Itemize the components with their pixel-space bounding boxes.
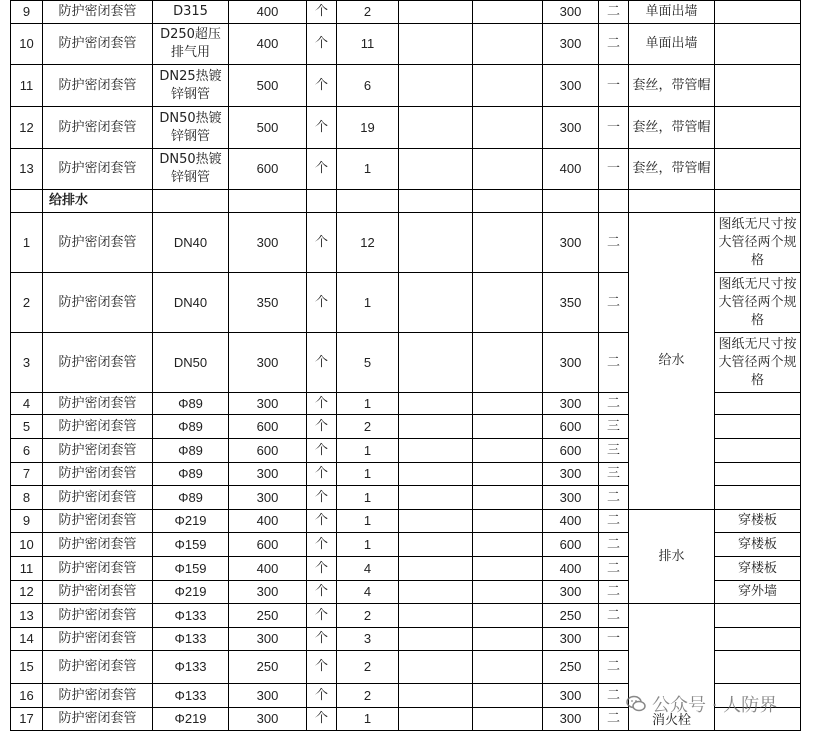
empty-cell xyxy=(11,190,43,213)
item-name: 防护密闭套管 xyxy=(43,708,153,731)
item-unit: 个 xyxy=(307,651,337,684)
item-dimension: 300 xyxy=(543,684,599,708)
empty-cell xyxy=(473,628,543,651)
item-quantity: 1 xyxy=(337,463,399,486)
item-unit: 个 xyxy=(307,1,337,24)
empty-cell xyxy=(399,273,473,333)
item-name: 防护密闭套管 xyxy=(43,486,153,510)
empty-cell xyxy=(399,24,473,65)
item-unit: 个 xyxy=(307,213,337,273)
item-spec: Φ133 xyxy=(153,651,229,684)
item-length: 300 xyxy=(229,393,307,415)
item-spec: Φ159 xyxy=(153,533,229,557)
item-quantity: 4 xyxy=(337,557,399,581)
item-dimension: 350 xyxy=(543,273,599,333)
item-length: 600 xyxy=(229,533,307,557)
row-number: 9 xyxy=(11,1,43,24)
item-remark: 图纸无尺寸按大管径两个规格 xyxy=(715,333,801,393)
item-level: 二 xyxy=(599,684,629,708)
empty-cell xyxy=(473,273,543,333)
empty-cell xyxy=(399,65,473,107)
item-remark: 穿楼板 xyxy=(715,510,801,533)
empty-cell xyxy=(473,393,543,415)
item-length: 400 xyxy=(229,1,307,24)
item-spec: Φ159 xyxy=(153,557,229,581)
item-length: 400 xyxy=(229,24,307,65)
item-name: 防护密闭套管 xyxy=(43,684,153,708)
empty-cell xyxy=(473,149,543,190)
item-quantity: 19 xyxy=(337,107,399,149)
row-number: 2 xyxy=(11,273,43,333)
empty-cell xyxy=(399,581,473,604)
empty-cell xyxy=(473,24,543,65)
item-level: 二 xyxy=(599,24,629,65)
table-row xyxy=(11,65,801,107)
item-remark xyxy=(715,1,801,24)
item-level: 二 xyxy=(599,557,629,581)
category-water-supply: 给水 xyxy=(629,213,715,510)
empty-cell xyxy=(229,190,307,213)
item-unit: 个 xyxy=(307,533,337,557)
item-remark xyxy=(715,463,801,486)
table-row xyxy=(11,1,801,24)
item-level: 二 xyxy=(599,581,629,604)
item-name: 防护密闭套管 xyxy=(43,581,153,604)
item-remark xyxy=(715,393,801,415)
table-row xyxy=(11,604,801,628)
item-length: 600 xyxy=(229,439,307,463)
item-length: 500 xyxy=(229,107,307,149)
item-spec: DN40 xyxy=(153,273,229,333)
item-note: 套丝，带管帽 xyxy=(629,149,715,190)
empty-cell xyxy=(473,486,543,510)
item-name: 防护密闭套管 xyxy=(43,24,153,65)
empty-cell xyxy=(399,333,473,393)
table-row xyxy=(11,213,801,273)
item-unit: 个 xyxy=(307,333,337,393)
item-dimension: 300 xyxy=(543,333,599,393)
item-unit: 个 xyxy=(307,24,337,65)
row-number: 6 xyxy=(11,439,43,463)
item-remark: 图纸无尺寸按大管径两个规格 xyxy=(715,273,801,333)
item-name: 防护密闭套管 xyxy=(43,510,153,533)
item-level: 一 xyxy=(599,107,629,149)
empty-cell xyxy=(629,190,715,213)
item-level: 一 xyxy=(599,65,629,107)
item-unit: 个 xyxy=(307,107,337,149)
item-spec: Φ219 xyxy=(153,510,229,533)
item-length: 400 xyxy=(229,557,307,581)
item-quantity: 1 xyxy=(337,510,399,533)
row-number: 8 xyxy=(11,486,43,510)
row-number: 4 xyxy=(11,393,43,415)
empty-cell xyxy=(153,190,229,213)
item-dimension: 300 xyxy=(543,393,599,415)
item-quantity: 12 xyxy=(337,213,399,273)
row-number: 13 xyxy=(11,604,43,628)
empty-cell xyxy=(473,439,543,463)
item-dimension: 400 xyxy=(543,557,599,581)
empty-cell xyxy=(473,557,543,581)
item-length: 300 xyxy=(229,628,307,651)
item-quantity: 5 xyxy=(337,333,399,393)
item-unit: 个 xyxy=(307,393,337,415)
row-number: 1 xyxy=(11,213,43,273)
item-level: 一 xyxy=(599,149,629,190)
item-quantity: 1 xyxy=(337,533,399,557)
item-remark xyxy=(715,107,801,149)
item-level: 三 xyxy=(599,415,629,439)
item-quantity: 2 xyxy=(337,415,399,439)
item-quantity: 2 xyxy=(337,1,399,24)
item-dimension: 300 xyxy=(543,1,599,24)
item-dimension: 600 xyxy=(543,533,599,557)
table-row xyxy=(11,190,801,213)
item-unit: 个 xyxy=(307,415,337,439)
item-spec: DN40 xyxy=(153,213,229,273)
item-spec: Φ89 xyxy=(153,393,229,415)
item-length: 300 xyxy=(229,684,307,708)
empty-cell xyxy=(473,190,543,213)
item-name: 防护密闭套管 xyxy=(43,107,153,149)
table-row xyxy=(11,24,801,65)
item-length: 300 xyxy=(229,486,307,510)
item-dimension: 300 xyxy=(543,628,599,651)
empty-cell xyxy=(473,213,543,273)
category-drainage: 排水 xyxy=(629,510,715,604)
item-spec: Φ133 xyxy=(153,628,229,651)
item-dimension: 600 xyxy=(543,415,599,439)
row-number: 12 xyxy=(11,581,43,604)
item-dimension: 600 xyxy=(543,439,599,463)
item-spec: Φ89 xyxy=(153,415,229,439)
item-quantity: 1 xyxy=(337,273,399,333)
item-name: 防护密闭套管 xyxy=(43,333,153,393)
empty-cell xyxy=(399,415,473,439)
item-dimension: 300 xyxy=(543,581,599,604)
item-spec: Φ89 xyxy=(153,486,229,510)
item-length: 300 xyxy=(229,708,307,731)
item-length: 400 xyxy=(229,510,307,533)
item-remark xyxy=(715,486,801,510)
empty-cell xyxy=(473,533,543,557)
item-note: 单面出墙 xyxy=(629,1,715,24)
empty-cell xyxy=(543,190,599,213)
item-level: 二 xyxy=(599,604,629,628)
section-title: 给排水 xyxy=(43,190,153,213)
empty-cell xyxy=(399,213,473,273)
table-row xyxy=(11,149,801,190)
empty-cell xyxy=(399,510,473,533)
item-length: 500 xyxy=(229,65,307,107)
item-unit: 个 xyxy=(307,684,337,708)
item-length: 250 xyxy=(229,651,307,684)
item-spec: Φ219 xyxy=(153,708,229,731)
item-name: 防护密闭套管 xyxy=(43,533,153,557)
item-unit: 个 xyxy=(307,439,337,463)
item-unit: 个 xyxy=(307,463,337,486)
empty-cell xyxy=(399,463,473,486)
category-fire-hydrant: 消火栓 xyxy=(629,604,715,731)
empty-cell xyxy=(399,628,473,651)
row-number: 9 xyxy=(11,510,43,533)
item-dimension: 300 xyxy=(543,463,599,486)
item-note: 套丝，带管帽 xyxy=(629,107,715,149)
item-level: 二 xyxy=(599,213,629,273)
item-dimension: 300 xyxy=(543,708,599,731)
empty-cell xyxy=(473,581,543,604)
item-spec: D250超压排气用 xyxy=(153,24,229,65)
item-quantity: 11 xyxy=(337,24,399,65)
item-unit: 个 xyxy=(307,65,337,107)
item-length: 300 xyxy=(229,463,307,486)
item-remark xyxy=(715,439,801,463)
item-unit: 个 xyxy=(307,581,337,604)
empty-cell xyxy=(473,708,543,731)
item-length: 600 xyxy=(229,415,307,439)
empty-cell xyxy=(399,651,473,684)
empty-cell xyxy=(473,684,543,708)
item-remark xyxy=(715,604,801,628)
item-remark xyxy=(715,24,801,65)
item-level: 二 xyxy=(599,1,629,24)
item-dimension: 300 xyxy=(543,24,599,65)
empty-cell xyxy=(473,651,543,684)
item-note: 套丝，带管帽 xyxy=(629,65,715,107)
item-dimension: 300 xyxy=(543,65,599,107)
empty-cell xyxy=(473,333,543,393)
item-level: 三 xyxy=(599,439,629,463)
item-unit: 个 xyxy=(307,273,337,333)
empty-cell xyxy=(399,604,473,628)
wechat-icon xyxy=(626,694,646,714)
item-name: 防护密闭套管 xyxy=(43,1,153,24)
item-unit: 个 xyxy=(307,557,337,581)
item-spec: Φ133 xyxy=(153,684,229,708)
empty-cell xyxy=(399,533,473,557)
item-quantity: 1 xyxy=(337,149,399,190)
row-number: 10 xyxy=(11,533,43,557)
item-spec: Φ133 xyxy=(153,604,229,628)
item-length: 300 xyxy=(229,581,307,604)
item-quantity: 1 xyxy=(337,486,399,510)
item-remark: 图纸无尺寸按大管径两个规格 xyxy=(715,213,801,273)
row-number: 11 xyxy=(11,65,43,107)
item-dimension: 250 xyxy=(543,651,599,684)
empty-cell xyxy=(473,1,543,24)
item-spec: DN50 xyxy=(153,333,229,393)
item-name: 防护密闭套管 xyxy=(43,604,153,628)
table-row xyxy=(11,510,801,533)
item-length: 600 xyxy=(229,149,307,190)
item-length: 350 xyxy=(229,273,307,333)
row-number: 15 xyxy=(11,651,43,684)
item-level: 二 xyxy=(599,510,629,533)
item-level: 二 xyxy=(599,651,629,684)
item-name: 防护密闭套管 xyxy=(43,463,153,486)
item-spec: DN50热镀锌钢管 xyxy=(153,149,229,190)
watermark-text: 公众号 · 人防界 xyxy=(652,695,778,716)
watermark xyxy=(626,692,777,716)
empty-cell xyxy=(473,107,543,149)
empty-cell xyxy=(473,463,543,486)
empty-cell xyxy=(399,190,473,213)
item-level: 二 xyxy=(599,273,629,333)
row-number: 11 xyxy=(11,557,43,581)
empty-cell xyxy=(399,149,473,190)
row-number: 13 xyxy=(11,149,43,190)
row-number: 7 xyxy=(11,463,43,486)
item-dimension: 300 xyxy=(543,213,599,273)
empty-cell xyxy=(399,557,473,581)
empty-cell xyxy=(337,190,399,213)
item-quantity: 6 xyxy=(337,65,399,107)
item-quantity: 2 xyxy=(337,604,399,628)
item-name: 防护密闭套管 xyxy=(43,439,153,463)
empty-cell xyxy=(399,486,473,510)
item-spec: D315 xyxy=(153,1,229,24)
empty-cell xyxy=(473,65,543,107)
row-number: 5 xyxy=(11,415,43,439)
empty-cell xyxy=(399,393,473,415)
item-quantity: 1 xyxy=(337,393,399,415)
item-dimension: 250 xyxy=(543,604,599,628)
item-length: 250 xyxy=(229,604,307,628)
item-name: 防护密闭套管 xyxy=(43,149,153,190)
row-number: 10 xyxy=(11,24,43,65)
row-number: 14 xyxy=(11,628,43,651)
empty-cell xyxy=(473,604,543,628)
item-name: 防护密闭套管 xyxy=(43,651,153,684)
item-remark xyxy=(715,628,801,651)
item-dimension: 300 xyxy=(543,486,599,510)
empty-cell xyxy=(473,510,543,533)
item-quantity: 1 xyxy=(337,708,399,731)
item-remark xyxy=(715,149,801,190)
item-remark: 穿外墙 xyxy=(715,581,801,604)
item-length: 300 xyxy=(229,333,307,393)
item-length: 300 xyxy=(229,213,307,273)
empty-cell xyxy=(473,415,543,439)
item-name: 防护密闭套管 xyxy=(43,65,153,107)
item-level: 二 xyxy=(599,533,629,557)
item-name: 防护密闭套管 xyxy=(43,273,153,333)
item-unit: 个 xyxy=(307,486,337,510)
item-remark: 穿楼板 xyxy=(715,557,801,581)
row-number: 16 xyxy=(11,684,43,708)
empty-cell xyxy=(715,190,801,213)
item-dimension: 400 xyxy=(543,149,599,190)
item-level: 一 xyxy=(599,628,629,651)
item-unit: 个 xyxy=(307,510,337,533)
row-number: 12 xyxy=(11,107,43,149)
item-level: 三 xyxy=(599,463,629,486)
item-level: 二 xyxy=(599,486,629,510)
item-quantity: 2 xyxy=(337,651,399,684)
item-quantity: 1 xyxy=(337,439,399,463)
item-remark xyxy=(715,415,801,439)
empty-cell xyxy=(399,708,473,731)
item-spec: Φ89 xyxy=(153,439,229,463)
item-name: 防护密闭套管 xyxy=(43,628,153,651)
item-unit: 个 xyxy=(307,708,337,731)
item-level: 二 xyxy=(599,393,629,415)
item-level: 二 xyxy=(599,708,629,731)
item-unit: 个 xyxy=(307,149,337,190)
item-remark: 穿楼板 xyxy=(715,533,801,557)
item-quantity: 3 xyxy=(337,628,399,651)
table-row xyxy=(11,107,801,149)
row-number: 17 xyxy=(11,708,43,731)
empty-cell xyxy=(307,190,337,213)
item-unit: 个 xyxy=(307,628,337,651)
item-remark xyxy=(715,65,801,107)
item-unit: 个 xyxy=(307,604,337,628)
empty-cell xyxy=(399,107,473,149)
empty-cell xyxy=(399,439,473,463)
pipe-sleeve-table xyxy=(10,0,801,731)
item-spec: DN25热镀锌钢管 xyxy=(153,65,229,107)
row-number: 3 xyxy=(11,333,43,393)
item-dimension: 400 xyxy=(543,510,599,533)
item-quantity: 4 xyxy=(337,581,399,604)
empty-cell xyxy=(399,1,473,24)
item-dimension: 300 xyxy=(543,107,599,149)
empty-cell xyxy=(599,190,629,213)
item-name: 防护密闭套管 xyxy=(43,213,153,273)
item-spec: DN50热镀锌钢管 xyxy=(153,107,229,149)
item-spec: Φ89 xyxy=(153,463,229,486)
item-quantity: 2 xyxy=(337,684,399,708)
item-remark xyxy=(715,651,801,684)
item-spec: Φ219 xyxy=(153,581,229,604)
item-name: 防护密闭套管 xyxy=(43,415,153,439)
item-name: 防护密闭套管 xyxy=(43,557,153,581)
item-name: 防护密闭套管 xyxy=(43,393,153,415)
item-level: 二 xyxy=(599,333,629,393)
item-note: 单面出墙 xyxy=(629,24,715,65)
empty-cell xyxy=(399,684,473,708)
